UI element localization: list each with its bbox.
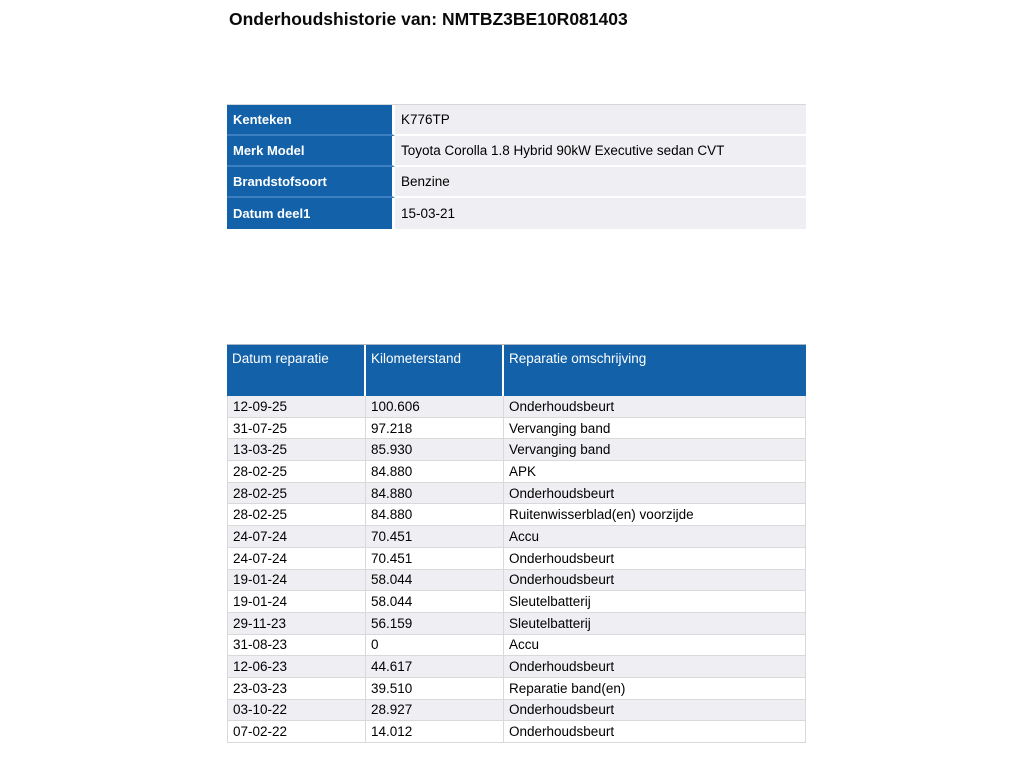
column-header-kilometerstand: Kilometerstand [366,345,504,396]
maintenance-row [228,700,805,722]
info-value: K776TP [395,105,806,136]
info-row [227,136,806,167]
cell-reparatie-omschrijving: Onderhoudsbeurt [509,485,615,501]
cell-datum-reparatie: 29-11-23 [228,613,366,634]
cell-reparatie-omschrijving: Accu [509,528,540,544]
cell-datum-reparatie: 12-09-25 [228,396,366,417]
cell-datum-reparatie: 31-07-25 [228,418,366,439]
cell-datum-reparatie: 13-03-25 [228,439,366,460]
info-row [227,167,806,198]
maintenance-row [228,483,805,505]
cell-reparatie-omschrijving: Accu [509,637,540,653]
info-label: Kenteken [227,105,395,136]
cell-kilometerstand: 97.218 [366,418,504,439]
cell-datum-reparatie: 24-07-24 [228,526,366,547]
cell-datum-reparatie: 19-01-24 [228,570,366,591]
cell-reparatie-omschrijving: Onderhoudsbeurt [509,724,615,740]
cell-kilometerstand: 85.930 [366,439,504,460]
cell-kilometerstand: 14.012 [366,721,504,742]
info-value: Benzine [395,167,806,198]
cell-datum-reparatie: 03-10-22 [228,700,366,721]
maintenance-history-table [227,344,806,743]
cell-kilometerstand: 28.927 [366,700,504,721]
column-header-reparatie-omschrijving: Reparatie omschrijving [509,351,647,366]
cell-datum-reparatie: 28-02-25 [228,504,366,525]
cell-datum-reparatie: 23-03-23 [228,678,366,699]
cell-kilometerstand: 0 [366,635,504,656]
maintenance-row [228,439,805,461]
maintenance-table-body [227,396,806,743]
maintenance-row [228,396,805,418]
maintenance-header-row [227,344,806,396]
vehicle-info-table [227,104,806,229]
info-label: Brandstofsoort [227,167,395,198]
cell-reparatie-omschrijving: Onderhoudsbeurt [509,659,615,675]
cell-kilometerstand: 44.617 [366,656,504,677]
info-row [227,105,806,136]
cell-reparatie-omschrijving: Sleutelbatterij [509,594,591,610]
maintenance-row [228,570,805,592]
maintenance-row [228,526,805,548]
cell-reparatie-omschrijving: Onderhoudsbeurt [509,550,615,566]
maintenance-row [228,418,805,440]
cell-reparatie-omschrijving: Vervanging band [509,442,611,458]
maintenance-row [228,656,805,678]
cell-datum-reparatie: 28-02-25 [228,483,366,504]
info-label: Datum deel1 [227,198,395,229]
cell-datum-reparatie: 24-07-24 [228,548,366,569]
maintenance-row [228,591,805,613]
column-header-datum-reparatie: Datum reparatie [227,345,366,396]
cell-datum-reparatie: 19-01-24 [228,591,366,612]
cell-reparatie-omschrijving: APK [509,463,537,479]
cell-reparatie-omschrijving: Reparatie band(en) [509,680,626,696]
cell-kilometerstand: 70.451 [366,548,504,569]
cell-kilometerstand: 39.510 [366,678,504,699]
page-title: Onderhoudshistorie van: NMTBZ3BE10R081403 [229,9,628,29]
cell-kilometerstand: 56.159 [366,613,504,634]
info-row [227,198,806,229]
cell-kilometerstand: 100.606 [366,396,504,417]
maintenance-row [228,504,805,526]
maintenance-row [228,635,805,657]
cell-reparatie-omschrijving: Sleutelbatterij [509,615,591,631]
info-label: Merk Model [227,136,395,167]
info-value: Toyota Corolla 1.8 Hybrid 90kW Executive sedan CVT [395,136,806,167]
maintenance-row [228,613,805,635]
cell-reparatie-omschrijving: Vervanging band [509,420,611,436]
maintenance-row [228,548,805,570]
cell-kilometerstand: 84.880 [366,461,504,482]
cell-kilometerstand: 58.044 [366,570,504,591]
maintenance-row [228,721,805,743]
cell-datum-reparatie: 28-02-25 [228,461,366,482]
cell-datum-reparatie: 07-02-22 [228,721,366,742]
cell-reparatie-omschrijving: Onderhoudsbeurt [509,398,615,414]
info-value: 15-03-21 [395,198,806,229]
cell-datum-reparatie: 31-08-23 [228,635,366,656]
cell-reparatie-omschrijving: Onderhoudsbeurt [509,702,615,718]
maintenance-row [228,461,805,483]
cell-datum-reparatie: 12-06-23 [228,656,366,677]
cell-kilometerstand: 70.451 [366,526,504,547]
cell-kilometerstand: 58.044 [366,591,504,612]
maintenance-row [228,678,805,700]
cell-kilometerstand: 84.880 [366,483,504,504]
cell-reparatie-omschrijving: Ruitenwisserblad(en) voorzijde [509,507,694,523]
cell-kilometerstand: 84.880 [366,504,504,525]
cell-reparatie-omschrijving: Onderhoudsbeurt [509,572,615,588]
